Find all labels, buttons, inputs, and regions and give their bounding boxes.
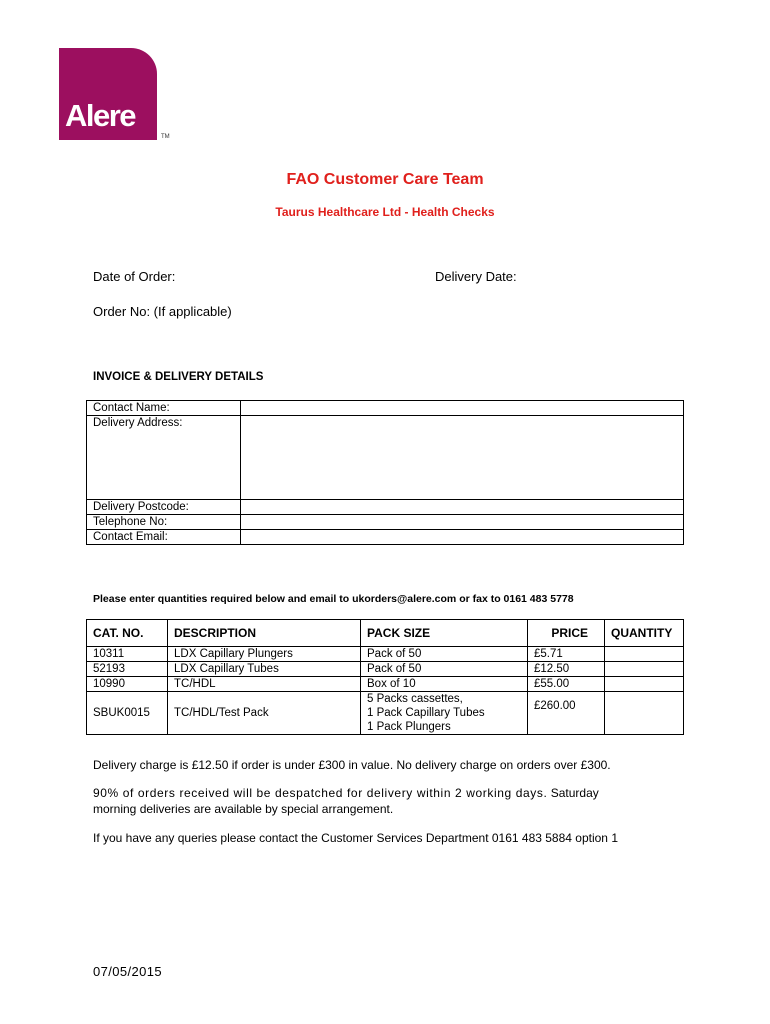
order-no-label: Order No: (If applicable) bbox=[93, 304, 232, 319]
pack-size-line: 1 Pack Plungers bbox=[367, 721, 451, 733]
col-header-price: PRICE bbox=[528, 620, 605, 647]
dispatch-note-text: 90% of orders received will be despatched for delivery within 2 working days. bbox=[93, 786, 548, 800]
description-cell: LDX Capillary Plungers bbox=[168, 647, 361, 662]
price-cell: £55.00 bbox=[528, 677, 605, 692]
quantity-cell[interactable] bbox=[605, 647, 684, 662]
description-cell: LDX Capillary Tubes bbox=[168, 662, 361, 677]
delivery-date-label: Delivery Date: bbox=[435, 269, 517, 284]
contact-name-label: Contact Name: bbox=[87, 401, 241, 416]
dispatch-note-line2: morning deliveries are available by special arrangement. bbox=[93, 802, 394, 816]
trademark-mark: TM bbox=[161, 134, 170, 140]
dispatch-note-saturday: Saturday bbox=[547, 786, 599, 800]
cat-no-cell: 52193 bbox=[87, 662, 168, 677]
delivery-postcode-label: Delivery Postcode: bbox=[87, 500, 241, 515]
date-of-order-label: Date of Order: bbox=[93, 269, 176, 284]
pack-size-cell: Pack of 50 bbox=[361, 647, 528, 662]
pack-size-cell bbox=[361, 692, 528, 735]
description-cell: TC/HDL/Test Pack bbox=[168, 692, 361, 735]
cat-no-cell: SBUK0015 bbox=[87, 692, 168, 735]
delivery-address-field[interactable] bbox=[241, 416, 684, 500]
pack-size-cell: Box of 10 bbox=[361, 677, 528, 692]
pack-size-cell: Pack of 50 bbox=[361, 662, 528, 677]
quantity-cell[interactable] bbox=[605, 692, 684, 735]
col-header-quantity: QUANTITY bbox=[605, 620, 684, 647]
contact-email-field[interactable] bbox=[241, 530, 684, 545]
contact-email-label: Contact Email: bbox=[87, 530, 241, 545]
alere-logo bbox=[59, 48, 157, 140]
delivery-charge-note: Delivery charge is £12.50 if order is under £300 in value. No delivery charge on orders over £300. bbox=[93, 758, 611, 772]
contact-details-table bbox=[86, 400, 684, 545]
delivery-postcode-field[interactable] bbox=[241, 500, 684, 515]
price-cell: £5.71 bbox=[528, 647, 605, 662]
table-row bbox=[87, 677, 684, 692]
col-header-description: DESCRIPTION bbox=[168, 620, 361, 647]
page-subtitle: Taurus Healthcare Ltd - Health Checks bbox=[275, 205, 495, 219]
telephone-label: Telephone No: bbox=[87, 515, 241, 530]
pack-size-line: 1 Pack Capillary Tubes bbox=[367, 707, 485, 719]
delivery-address-label: Delivery Address: bbox=[87, 416, 241, 500]
quantity-cell[interactable] bbox=[605, 677, 684, 692]
cat-no-cell: 10990 bbox=[87, 677, 168, 692]
quantity-cell[interactable] bbox=[605, 662, 684, 677]
logo-text: Alere bbox=[65, 98, 136, 133]
dispatch-note-line1 bbox=[93, 786, 599, 800]
telephone-field[interactable] bbox=[241, 515, 684, 530]
description-cell: TC/HDL bbox=[168, 677, 361, 692]
col-header-pack-size: PACK SIZE bbox=[361, 620, 528, 647]
order-instructions: Please enter quantities required below and email to ukorders@alere.com or fax to 0161 483 5778 bbox=[93, 593, 574, 605]
queries-note: If you have any queries please contact the Customer Services Department 0161 483 5884 option 1 bbox=[93, 831, 618, 845]
contact-name-field[interactable] bbox=[241, 401, 684, 416]
table-row bbox=[87, 647, 684, 662]
pack-size-line: 5 Packs cassettes, bbox=[367, 693, 463, 705]
page-title: FAO Customer Care Team bbox=[286, 171, 484, 188]
cat-no-cell: 10311 bbox=[87, 647, 168, 662]
invoice-delivery-heading: INVOICE & DELIVERY DETAILS bbox=[93, 371, 264, 383]
table-row bbox=[87, 692, 684, 735]
product-table bbox=[86, 619, 684, 735]
price-cell: £260.00 bbox=[528, 692, 605, 735]
price-cell: £12.50 bbox=[528, 662, 605, 677]
footer-date: 07/05/2015 bbox=[93, 964, 163, 979]
table-row bbox=[87, 662, 684, 677]
col-header-cat-no: CAT. NO. bbox=[87, 620, 168, 647]
